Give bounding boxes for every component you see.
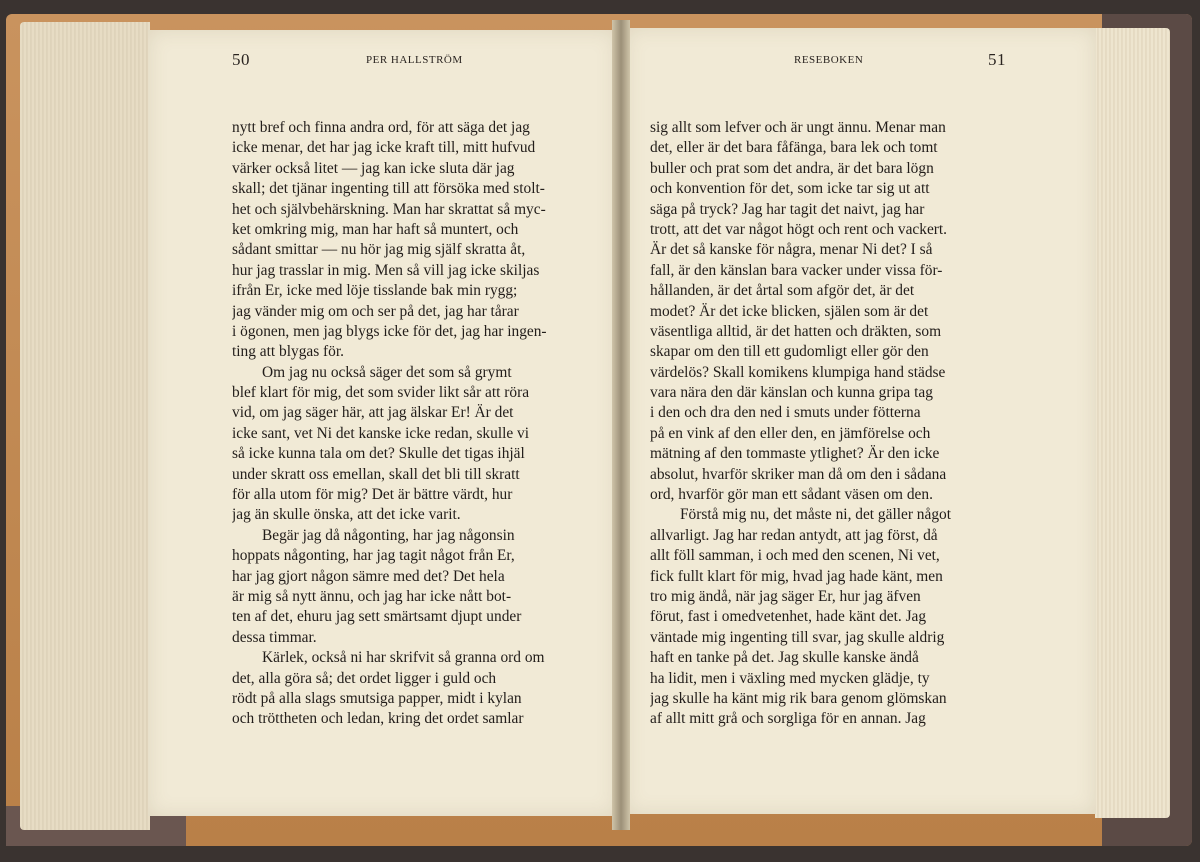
right-running-header — [650, 50, 1006, 80]
text-line: sådant smittar — nu hör jag mig själf skratta åt, — [232, 241, 526, 259]
text-line: rödt på alla slags smutsiga papper, midt i kylan — [232, 689, 522, 707]
left-running-header — [232, 50, 592, 80]
text-line: Förstå mig nu, det måste ni, det gäller något — [680, 506, 951, 524]
text-line: skapar om den till ett gudomligt eller gör den — [650, 343, 929, 361]
left-page-number: 50 — [232, 50, 250, 69]
right-page-number: 51 — [988, 50, 1006, 69]
text-line: det, alla göra så; det ordet ligger i guld och — [232, 669, 497, 687]
text-line: det, eller är det bara fåfänga, bara lek och tomt — [650, 139, 938, 157]
text-line: i ögonen, men jag blygs icke för det, jag har ingen- — [232, 322, 547, 340]
text-line: hoppats någonting, har jag tagit något från Er, — [232, 547, 515, 565]
text-line: ha lidit, men i växling med mycken glädje, ty — [650, 669, 930, 687]
left-running-head-title: PER HALLSTRÖM — [366, 54, 463, 66]
text-line: i den och dra den ned i smuts under fötterna — [650, 404, 921, 422]
text-line: nytt bref och finna andra ord, för att säga det jag — [232, 119, 530, 136]
text-line: skall; det tjänar ingenting till att försöka med stolt- — [232, 180, 545, 198]
text-line: Är det så kanske för några, menar Ni det? I så — [650, 241, 933, 259]
page-edges-left — [20, 22, 150, 830]
text-line: het och självbehärskning. Man har skrattat så myc- — [232, 200, 546, 218]
text-line: vara nära den där känslan och kunna gripa tag — [650, 384, 933, 402]
text-line: jag skulle ha känt mig rik bara genom glömskan — [650, 689, 947, 707]
text-line: väntade mig ingenting till svar, jag skulle aldrig — [650, 628, 945, 646]
text-line: blef klart för mig, det som svider likt sår att röra — [232, 384, 530, 402]
right-page-text — [650, 118, 1006, 730]
text-line: sig allt som lefver och är ungt ännu. Menar man — [650, 119, 946, 136]
text-line: ifrån Er, icke med löje tisslande bak min rygg; — [232, 282, 518, 300]
text-line: värker också litet — jag kan icke sluta där jag — [232, 159, 515, 177]
text-line: icke menar, det har jag icke kraft till, mitt hufvud — [232, 139, 536, 157]
text-line: dessa timmar. — [232, 628, 317, 646]
text-line: under skratt oss emellan, skall det bli till skratt — [232, 465, 520, 483]
text-line: fall, är den känslan bara vacker under vissa för- — [650, 261, 943, 279]
text-line: Om jag nu också säger det som så grymt — [262, 363, 512, 381]
right-running-head-title: RESEBOKEN — [794, 54, 864, 66]
text-line: hållanden, är det årtal som afgör det, är det — [650, 282, 915, 300]
text-line: och tröttheten och ledan, kring det ordet samlar — [232, 710, 524, 728]
left-page-text — [232, 118, 598, 730]
text-line: icke sant, vet Ni det kanske icke redan, skulle vi — [232, 424, 530, 442]
text-line: Kärlek, också ni har skrifvit så granna ord om — [262, 649, 545, 667]
text-line: allvarligt. Jag har redan antydt, att jag först, då — [650, 526, 938, 544]
text-line: jag vänder mig om och ser på det, jag har tårar — [232, 302, 519, 320]
text-line: af allt mitt grå och sorgliga för en annan. Jag — [650, 710, 926, 728]
book-gutter — [612, 20, 630, 830]
text-line: hur jag trasslar in mig. Men så vill jag icke skiljas — [232, 261, 540, 279]
page-edges-right — [1095, 28, 1170, 818]
text-line: och konvention för det, som icke tar sig ut att — [650, 180, 930, 198]
text-line: tro mig ändå, när jag säger Er, hur jag äfven — [650, 587, 921, 605]
text-line: mätning af den tommaste ytlighet? Är den icke — [650, 445, 940, 463]
text-line: för alla utom för mig? Det är bättre värdt, hur — [232, 486, 513, 504]
text-line: buller och prat som det andra, är det bara lögn — [650, 159, 934, 177]
text-line: allt föll samman, i och med den scenen, Ni vet, — [650, 547, 940, 565]
text-line: trott, att det var något högt och rent och vackert. — [650, 220, 948, 238]
text-line: värdelös? Skall komikens klumpiga hand städse — [650, 363, 946, 381]
text-line: förut, fast i omedvetenhet, hade känt det. Jag — [650, 608, 927, 626]
text-line: vid, om jag säger här, att jag älskar Er! Är det — [232, 404, 514, 422]
text-line: ord, hvarför gör man ett sådant väsen om den. — [650, 486, 933, 504]
text-line: väsentliga alltid, är det hatten och dräkten, som — [650, 322, 942, 340]
text-line: så icke kunna tala om det? Skulle det tigas ihjäl — [232, 445, 525, 463]
text-line: är mig så nytt ännu, och jag har icke nått bot- — [232, 587, 512, 605]
text-line: ten af det, ehuru jag sett smärtsamt djupt under — [232, 608, 522, 626]
text-line: har jag gjort någon sämre med det? Det hela — [232, 567, 505, 585]
text-line: ting att blygas för. — [232, 343, 344, 361]
text-line: fick fullt klart för mig, hvad jag hade känt, men — [650, 567, 943, 585]
text-line: jag än skulle önska, att det icke varit. — [232, 506, 461, 524]
text-line: ket omkring mig, man har haft så muntert, och — [232, 220, 519, 238]
text-line: Begär jag då någonting, har jag någonsin — [262, 526, 515, 544]
text-line: absolut, hvarför skriker man då om den i sådana — [650, 465, 947, 483]
text-line: haft en tanke på det. Jag skulle kanske ändå — [650, 649, 919, 667]
text-line: på en vink af den eller den, en jämförelse och — [650, 424, 931, 442]
text-line: modet? Är det icke blicken, själen som är det — [650, 302, 929, 320]
text-line: säga på tryck? Jag har tagit det naivt, jag har — [650, 200, 925, 218]
